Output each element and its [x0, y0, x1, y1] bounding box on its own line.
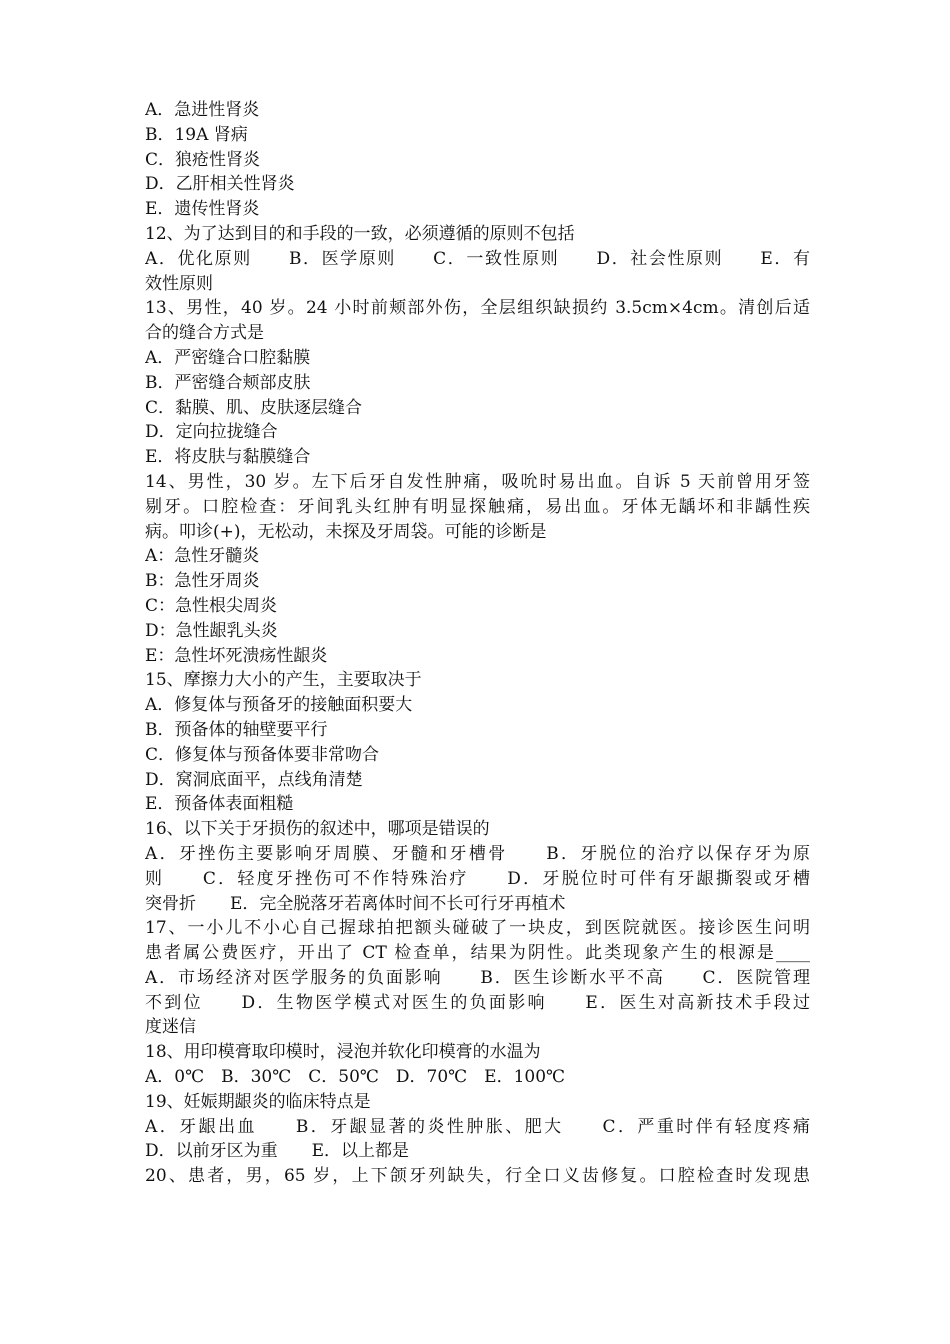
text-line: B．预备体的轴壁要平行	[145, 719, 328, 740]
text-line: 20、患者，男，65 岁，上下颌牙列缺失，行全口义齿修复。口腔检查时发现患	[145, 1166, 810, 1187]
text-line: E．将皮肤与黏膜缝合	[145, 447, 311, 468]
text-line: A．严密缝合口腔黏膜	[145, 347, 311, 368]
text-line: 度迷信	[145, 1017, 196, 1038]
text-line: A．市场经济对医学服务的负面影响 B．医生诊断水平不高 C．医院管理	[145, 967, 810, 988]
text-line: 16、以下关于牙损伤的叙述中，哪项是错误的	[145, 819, 490, 840]
text-line: 患者属公费医疗，开出了 CT 检查单，结果为阴性。此类现象产生的根源是____	[145, 943, 810, 964]
text-line: 病。叩诊(+)，无松动，未探及牙周袋。可能的诊断是	[145, 521, 547, 542]
text-line: 效性原则	[145, 273, 213, 294]
text-line: 12、为了达到目的和手段的一致，必须遵循的原则不包括	[145, 223, 575, 244]
text-line: A．牙挫伤主要影响牙周膜、牙髓和牙槽骨 B．牙脱位的治疗以保存牙为原	[145, 843, 810, 864]
document-page	[145, 98, 810, 1189]
text-line: 19、妊娠期龈炎的临床特点是	[145, 1091, 371, 1112]
text-line: 突骨折 E．完全脱落牙若离体时间不长可行牙再植术	[145, 893, 566, 914]
text-line: E．遗传性肾炎	[145, 199, 260, 220]
text-line: A．急进性肾炎	[145, 100, 260, 120]
text-line: A．优化原则 B．医学原则 C．一致性原则 D．社会性原则 E．有	[145, 248, 810, 269]
text-line: 剔牙。口腔检查：牙间乳头红肿有明显探触痛，易出血。牙体无龋坏和非龋性疾	[145, 496, 810, 517]
text-line: E．预备体表面粗糙	[145, 794, 294, 815]
text-line: D．窝洞底面平，点线角清楚	[145, 769, 363, 790]
text-line: 14、男性，30 岁。左下后牙自发性肿痛，吸吮时易出血。自诉 5 天前曾用牙签	[145, 471, 810, 492]
text-line: D．乙肝相关性肾炎	[145, 174, 295, 195]
text-line: 不到位 D．生物医学模式对医生的负面影响 E．医生对高新技术手段过	[145, 992, 810, 1013]
text-line: C：急性根尖周炎	[145, 595, 278, 616]
text-line: 13、男性，40 岁。24 小时前颊部外伤，全层组织缺损约 3.5cm×4cm。清创后适	[145, 298, 810, 319]
text-line: B．严密缝合颊部皮肤	[145, 372, 311, 393]
text-line: A．牙龈出血 B．牙龈显著的炎性肿胀、肥大 C．严重时伴有轻度疼痛	[145, 1116, 810, 1137]
text-line: D．以前牙区为重 E．以上都是	[145, 1141, 410, 1162]
text-line: B．19A 肾病	[145, 124, 248, 145]
text-line: C．狼疮性肾炎	[145, 149, 261, 170]
text-line: E：急性坏死溃疡性龈炎	[145, 645, 328, 666]
text-line: D：急性龈乳头炎	[145, 620, 278, 641]
text-line: D．定向拉拢缝合	[145, 422, 278, 443]
text-line: A．修复体与预备牙的接触面积要大	[145, 695, 413, 716]
text-line: 15、摩擦力大小的产生，主要取决于	[145, 670, 422, 691]
text-line: 18、用印模膏取印模时，浸泡并软化印模膏的水温为	[145, 1042, 541, 1063]
text-line: C．黏膜、肌、皮肤逐层缝合	[145, 397, 363, 418]
text-line: 则 C．轻度牙挫伤可不作特殊治疗 D．牙脱位时可伴有牙龈撕裂或牙槽	[145, 868, 810, 889]
text-line: B：急性牙周炎	[145, 571, 260, 592]
text-line: 17、一小儿不小心自己握球拍把额头碰破了一块皮，到医院就医。接诊医生问明	[145, 918, 810, 939]
text-line: C．修复体与预备体要非常吻合	[145, 744, 380, 765]
text-line: 合的缝合方式是	[145, 323, 264, 344]
text-line: A．0℃ B．30℃ C．50℃ D．70℃ E．100℃	[145, 1067, 566, 1088]
text-line: A：急性牙髓炎	[145, 546, 260, 567]
